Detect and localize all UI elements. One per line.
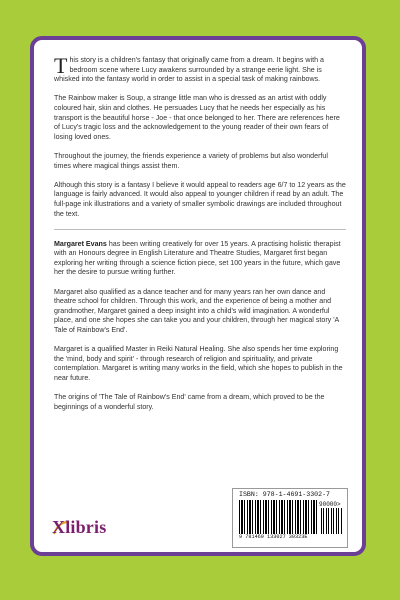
- drop-cap: T: [54, 53, 68, 78]
- bio-paragraph-2: Margaret also qualified as a dance teacher and for many years ran her own dance and theatre school for children. Through this work, and the experience of being a mother and grandmother, Margaret gained a deep insight into a child's wild imagination. A wonderful place, and one she hopes she can take you and your children, through her magical story 'A Tale of Rainbow's End'.: [54, 287, 339, 335]
- blurb-paragraph-1: [54, 53, 346, 85]
- section-divider: [54, 229, 346, 230]
- price-code: 90000>: [319, 501, 341, 508]
- back-cover-text: [54, 53, 346, 422]
- bio-paragraph-1-text: has been writing creatively for over 15 years. A practising holistic therapist with an Honours degree in English Literature and Theatre Studies, Margaret first began exploring her writing through a science fiction piece, set 100 years in the future, which gave her the desire to pursue writing further.: [54, 239, 341, 277]
- blurb-paragraph-3: Throughout the journey, the friends experience a variety of problems but also wonderful times where magical things assist them.: [54, 151, 328, 170]
- author-name: Margaret Evans: [54, 239, 107, 248]
- isbn-barcode: [232, 488, 348, 548]
- blurb-paragraph-1-text: his story is a children's fantasy that originally came from a dream. It begins with a bedroom scene where Lucy awakens surrounded by a strange eerie light. She is whisked into the fantasy world in order to assist in a special task of making rainbows.: [54, 56, 324, 84]
- blurb-paragraph-4: Although this story is a fantasy I believe it would appeal to readers age 6/7 to 12 years as the language is fairly advanced. It would also appeal to younger children if read by an adult. The full-page ink illustrations and a variety of smaller symbolic drawings are included throughout the text.: [54, 180, 346, 218]
- back-cover-panel: [30, 36, 366, 556]
- bio-paragraph-3: Margaret is a qualified Master in Reiki Natural Healing. She also spends her time exploring the 'mind, body and spirit' - through research of religion and spirituality, and private contemplation. Margaret is writing many works in the field, which she hopes to publish in the near future.: [54, 345, 343, 382]
- barcode-digits: 9 781469 133027 30323E: [239, 534, 308, 540]
- publisher-logo: [52, 517, 116, 539]
- barcode-main-bars: [239, 500, 317, 534]
- bio-paragraph-1: [54, 240, 346, 278]
- blurb-paragraph-2: The Rainbow maker is Soup, a strange little man who is dressed as an artist with oddly coloured hair, skin and clothes. He persuades Lucy that he needs her especially as his transport is the beautiful horse - Joe - that once belonged to her. There are references here of Lucy's tragic loss and the acknowledgement to the young reader of their own fears of losing loved ones.: [54, 94, 340, 141]
- isbn-number: ISBN: 978-1-4691-3302-7: [239, 491, 331, 498]
- barcode-addon-bars: [321, 508, 343, 534]
- publisher-name: Xlibris: [52, 517, 107, 537]
- bio-paragraph-4: The origins of 'The Tale of Rainbow's End' came from a dream, which proved to be the beginnings of a wonderful story.: [54, 393, 325, 411]
